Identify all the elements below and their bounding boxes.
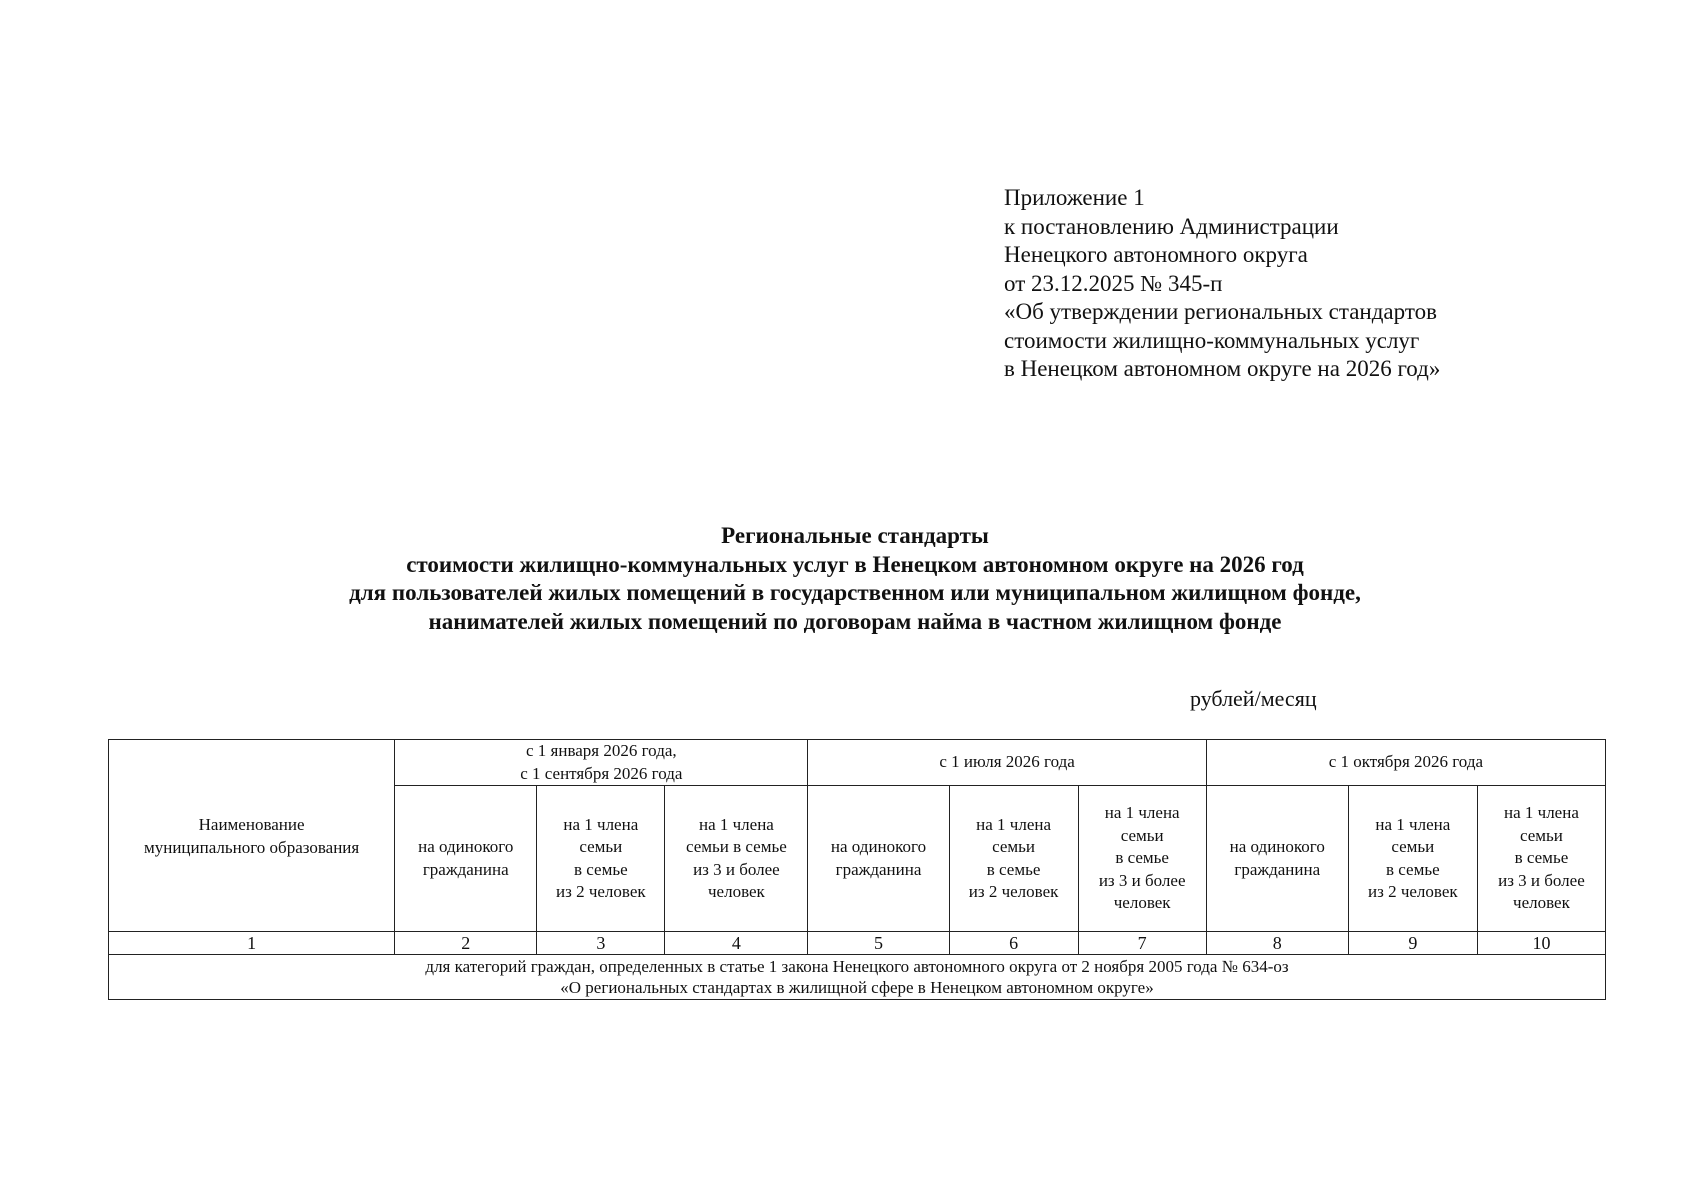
header-line: в семье — [574, 859, 628, 879]
header-line: из 3 и более — [693, 859, 780, 879]
standards-table — [108, 739, 1606, 1000]
header-line: семьи — [1391, 837, 1435, 856]
category-cell — [109, 955, 1606, 1000]
column-number: 8 — [1206, 932, 1348, 955]
header-line: гражданина — [422, 859, 509, 879]
column-number: 7 — [1078, 932, 1206, 955]
header-line: на 1 члена — [1375, 814, 1451, 834]
subheader-family-of-3-plus — [1477, 786, 1605, 932]
column-number: 3 — [537, 932, 665, 955]
subheader-family-of-3-plus — [665, 786, 808, 932]
appendix-block — [1004, 184, 1440, 384]
header-line: семьи — [1120, 825, 1164, 845]
category-line: для категорий граждан, определенных в статье 1 закона Ненецкого автономного округа от 2 ноября 2005 года № 634-оз — [425, 957, 1289, 976]
units-label: рублей/месяц — [1190, 686, 1317, 711]
subheader-single-citizen — [1206, 786, 1348, 932]
header-line: на 1 члена — [563, 814, 639, 834]
appendix-line: от 23.12.2025 № 345-п — [1004, 270, 1223, 296]
subheader-family-of-2 — [949, 786, 1078, 932]
subheader-single-citizen — [808, 786, 949, 932]
header-line: с 1 июля 2026 года — [939, 752, 1075, 772]
header-period-2 — [808, 740, 1206, 786]
appendix-line: к постановлению Администрации — [1004, 213, 1339, 239]
header-period-1 — [395, 740, 808, 786]
column-number: 6 — [949, 932, 1078, 955]
header-line: муниципального образования — [143, 837, 360, 857]
category-row — [109, 955, 1606, 1000]
subheader-single-citizen — [395, 786, 537, 932]
header-line: семьи — [579, 837, 623, 856]
appendix-line: Приложение 1 — [1004, 185, 1145, 210]
column-number: 2 — [395, 932, 537, 955]
header-line: из 3 и более — [1498, 870, 1585, 890]
header-line: из 2 человек — [968, 882, 1059, 901]
header-line: Наименование — [198, 814, 305, 834]
title-line: для пользователей жилых помещений в государственном или муниципальном жилищном фонде, — [349, 580, 1361, 606]
column-number: 9 — [1348, 932, 1477, 955]
header-line: на одинокого — [1229, 837, 1325, 856]
column-number: 10 — [1477, 932, 1605, 955]
header-line: человек — [708, 882, 765, 901]
header-period-3 — [1206, 740, 1605, 786]
subheader-family-of-3-plus — [1078, 786, 1206, 932]
header-line: на 1 члена — [1504, 803, 1579, 823]
header-line: на одинокого — [418, 837, 514, 856]
appendix-line: Ненецкого автономного округа — [1004, 242, 1308, 267]
appendix-line: в Ненецком автономном округе на 2026 год» — [1004, 356, 1441, 381]
header-line: человек — [1513, 893, 1570, 913]
header-line: гражданина — [1234, 859, 1321, 879]
header-line: с 1 января 2026 года, — [526, 741, 677, 760]
header-municipality — [109, 740, 395, 932]
header-line: в семье — [1115, 848, 1169, 868]
header-line: с 1 сентября 2026 года — [520, 763, 683, 783]
header-line: семьи в семье — [686, 837, 787, 856]
header-line: гражданина — [835, 859, 922, 879]
header-line: на одинокого — [830, 837, 927, 856]
appendix-line: «Об утверждении региональных стандартов — [1004, 299, 1437, 324]
column-number-row — [109, 932, 1606, 955]
column-number: 1 — [109, 932, 395, 955]
header-line: человек — [1113, 893, 1171, 913]
header-line: в семье — [1386, 859, 1440, 879]
title-line: нанимателей жилых помещений по договорам найма в частном жилищном фонде — [428, 609, 1282, 635]
header-line: на 1 члена — [1104, 803, 1180, 823]
subheader-family-of-2 — [537, 786, 665, 932]
header-line: из 2 человек — [556, 882, 646, 901]
appendix-line: стоимости жилищно-коммунальных услуг — [1004, 327, 1420, 353]
title-line: стоимости жилищно-коммунальных услуг в Ненецком автономном округе на 2026 год — [406, 551, 1304, 577]
document-title — [0, 522, 1698, 637]
table-header-row — [109, 740, 1606, 786]
header-line: из 3 и более — [1098, 870, 1186, 890]
category-line: «О региональных стандартах в жилищной сфере в Ненецком автономном округе» — [560, 978, 1154, 997]
header-line: в семье — [1514, 848, 1569, 868]
header-line: семьи — [1519, 825, 1563, 845]
header-line: с 1 октября 2026 года — [1328, 752, 1484, 772]
column-number: 5 — [808, 932, 949, 955]
subheader-family-of-2 — [1348, 786, 1477, 932]
header-line: на 1 члена — [698, 814, 774, 834]
header-line: в семье — [986, 859, 1041, 879]
title-line: Региональные стандарты — [721, 523, 989, 548]
column-number: 4 — [665, 932, 808, 955]
header-line: семьи — [992, 837, 1036, 856]
header-line: на 1 члена — [976, 814, 1052, 834]
header-line: из 2 человек — [1368, 882, 1458, 901]
